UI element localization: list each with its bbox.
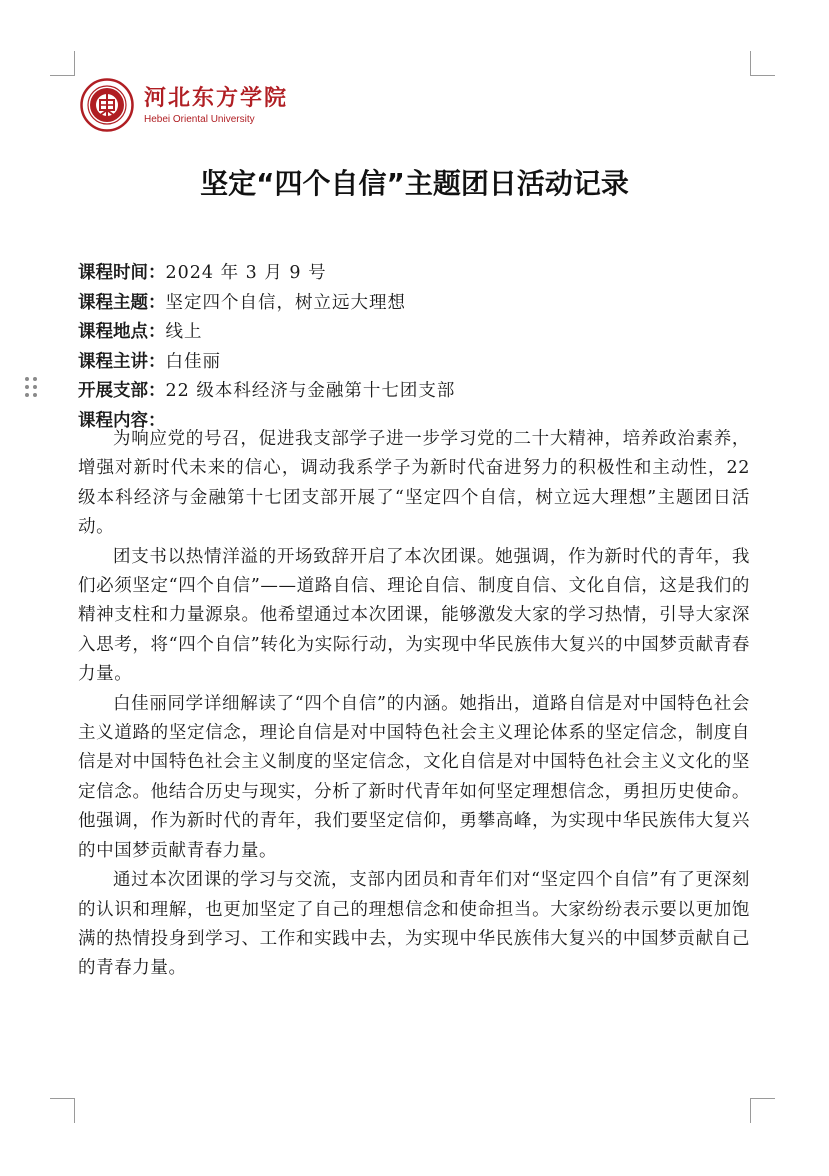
school-name-cn: 河北东方学院: [144, 85, 289, 111]
field-label: 课程主讲：: [78, 351, 166, 372]
field-value: 22 级本科经济与金融第十七团支部: [165, 381, 456, 401]
crop-mark-bottom-left: [50, 1098, 75, 1123]
paragraph: 为响应党的号召，促进我支部学子进一步学习党的二十大精神，培养政治素养，增强对新时代未来的信心，调动我系学子为新时代奋进努力的积极性和主动性，22 级本科经济与金融第十七团支部开展了“坚定四个自信，树立远大理想”主题团日活动。: [78, 429, 750, 538]
field-row-time: [78, 259, 768, 289]
field-value: 线上: [165, 322, 203, 342]
field-label: 课程内容：: [78, 410, 166, 431]
drag-handle-icon[interactable]: [24, 376, 38, 398]
field-label: 课程主题：: [78, 292, 166, 313]
field-label: 开展支部：: [78, 381, 166, 401]
school-name-en: Hebei Oriental University: [144, 113, 255, 125]
paragraph: 白佳丽同学详细解读了“四个自信”的内涵。她指出，道路自信是对中国特色社会主义道路的坚定信念，理论自信是对中国特色社会主义理论体系的坚定信念，制度自信是对中国特色社会主义制度的坚定信念，文化自信是对中国特色社会主义文化的坚定信念。他结合历史与现实，分析了新时代青年如何坚定理想信念，勇担历史使命。他强调，作为新时代的青年，我们要坚定信仰，勇攀高峰，为实现中华民族伟大复兴的中国梦贡献青春力量。: [78, 693, 750, 861]
crop-mark-bottom-right: [750, 1098, 775, 1123]
field-row-location: [78, 318, 768, 348]
crop-mark-top-left: [50, 51, 75, 76]
paragraph: 团支书以热情洋溢的开场致辞开启了本次团课。她强调，作为新时代的青年，我们必须坚定“四个自信”——道路自信、理论自信、制度自信、文化自信，这是我们的精神支柱和力量源泉。他希望通过本次团课，能够激发大家的学习热情，引导大家深入思考，将“四个自信”转化为实际行动，为实现中华民族伟大复兴的中国梦贡献青春力量。: [78, 546, 750, 685]
field-value: 白佳丽: [165, 351, 221, 372]
field-row-branch: [78, 377, 768, 407]
field-label: 课程时间：: [78, 263, 166, 283]
field-label: 课程地点：: [78, 322, 166, 342]
field-value: 坚定四个自信，树立远大理想: [165, 292, 406, 313]
university-seal-icon: [80, 78, 134, 132]
page-title: 坚定“四个自信”主题团日活动记录: [200, 167, 629, 200]
content-body: [78, 425, 750, 984]
university-logo: [80, 78, 288, 132]
course-info: [78, 259, 768, 436]
field-row-topic: [78, 289, 768, 319]
field-row-speaker: [78, 348, 768, 378]
crop-mark-top-right: [750, 51, 775, 76]
paragraph: 通过本次团课的学习与交流，支部内团员和青年们对“坚定四个自信”有了更深刻的认识和理解，也更加坚定了自己的理想信念和使命担当。大家纷纷表示要以更加饱满的热情投身到学习、工作和实践中去，为实现中华民族伟大复兴的中国梦贡献自己的青春力量。: [78, 870, 750, 979]
field-value: 2024 年 3 月 9 号: [165, 263, 327, 283]
